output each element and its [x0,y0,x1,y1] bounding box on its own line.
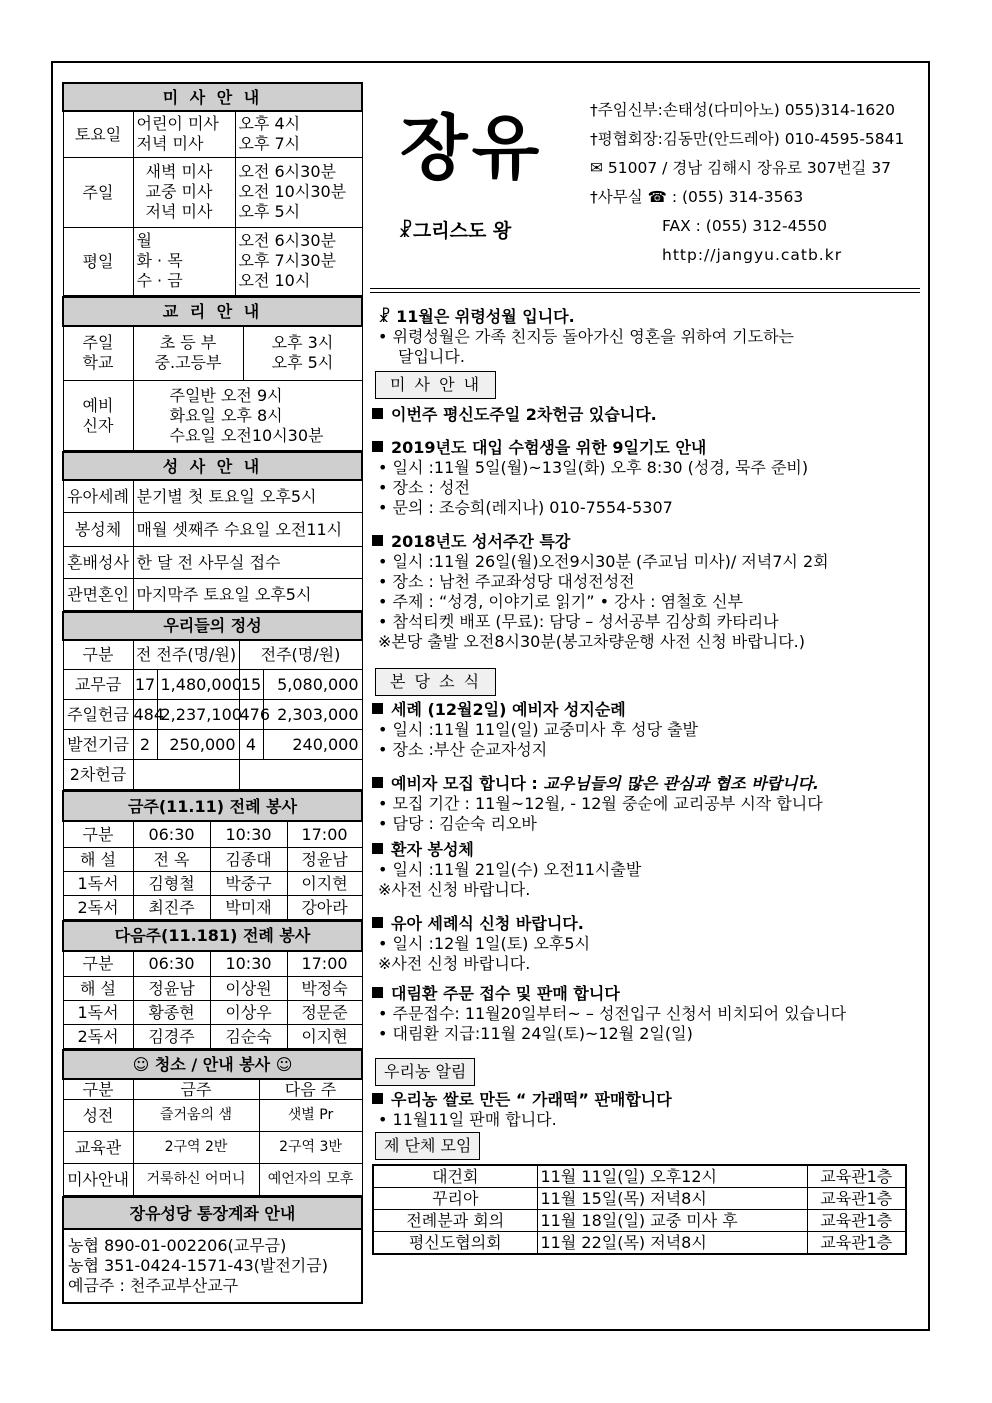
server-name: 정윤남 [287,847,362,871]
section-header: 장유성당 통장계좌 안내 [63,1197,362,1229]
square-bullet-icon [372,777,383,788]
role-label: 1독서 [63,871,133,895]
section-tag: 우리농 알림 [375,1058,475,1086]
announcement-text: • 일시 :11월 21일(수) 오전11시출발 [378,860,642,879]
offering-count: 2 [133,730,157,760]
liturgy-service-this-week [62,790,363,920]
column-header: 구분 [63,821,133,847]
announcement-heading: 세례 (12월2일) 예비자 성지순례 [372,700,918,720]
class-time: 오후 3시 [271,333,334,353]
meeting-place: 교육관1층 [807,1210,906,1232]
column-header: 금주 [133,1079,259,1100]
meeting-time: 11월 15일(목) 저녁8시 [537,1188,807,1210]
meeting-place: 교육관1층 [807,1188,906,1210]
announcement-text: ※사전 신청 바랍니다. [378,954,531,973]
offering-amount: 5,080,000 [263,670,362,700]
offering-count: 15 [239,670,263,700]
server-name: 이상우 [210,1001,287,1025]
meeting-time: 11월 22일(목) 저녁8시 [537,1232,807,1255]
sacrament-desc: 매월 셋째주 수요일 오전11시 [133,512,362,546]
bank-line: 농협 351-0424-1571-43(발전기금) [68,1256,328,1275]
server-name: 이지현 [287,1025,362,1049]
bank-line: 농협 890-01-002206(교무금) [68,1236,287,1255]
announcement-text: ※본당 출발 오전8시30분(봉고차량운행 사전 신청 바랍니다.) [378,632,805,651]
bank-account-table [62,1196,363,1230]
liturgy-service-next-week [62,920,363,1050]
announcement-heading: 2018년도 성서주간 특강 [372,532,918,552]
announcement-text: • 모집 기간 : 11월~12월, - 12월 중순에 교리공부 시작 합니다 [378,794,823,813]
server-name: 정문준 [287,1001,362,1025]
contact-line: http://jangyu.catb.kr [662,246,843,264]
class-line: 화요일 오후 8시 [169,405,283,425]
mass-time: 오전 6시30분 [238,162,336,181]
announcement-text: • 문의 : 조승희(레지나) 010-7554-5307 [378,498,673,517]
announcement-text: ※사전 신청 바랍니다. [378,880,531,899]
mass-time: 오전 10시30분 [238,182,347,201]
meeting-time: 11월 18일(일) 교중 미사 후 [537,1210,807,1232]
server-name: 박중구 [210,871,287,895]
mass-time: 오후 7시30분 [238,251,336,270]
group-name: 예언자의 모후 [259,1164,362,1196]
announcement-text: • 장소 :부산 순교자성지 [378,740,548,759]
sacrament-name: 혼배성사 [63,546,133,578]
offering-amount: 240,000 [263,730,362,760]
announcement-text: • 일시 :11월 26일(월)오전9시30분 (주교님 미사)/ 저녁7시 2회 [378,552,829,571]
column-header: 전 전주(명/원) [133,640,239,670]
announcement-text: • 장소 : 성전 [378,478,470,497]
mass-name: 새벽 미사 [145,162,213,181]
column-header: 06:30 [133,821,210,847]
server-name: 전 옥 [133,847,210,871]
sacrament-name: 봉성체 [63,512,133,546]
contact-line: †주임신부:손태성(다미아노) 055)314-1620 [590,101,895,119]
section-header: 교 리 안 내 [63,297,362,326]
section-header: 다음주(11.181) 전례 봉사 [63,921,362,951]
role-label: 해 설 [63,847,133,871]
right-column [372,307,918,1255]
row-label: 신자 [82,415,114,435]
server-name: 이지현 [287,871,362,895]
mass-name: 월 [136,231,152,250]
group-name: 평신도협의회 [373,1232,537,1255]
mass-time: 오후 4시 [238,114,301,134]
group-name: 샛별 Pr [259,1100,362,1132]
offering-count: 4 [239,730,263,760]
server-name: 박정숙 [287,977,362,1001]
group-name: 초 등 부 [159,333,217,353]
square-bullet-icon [372,1093,383,1104]
announcement-emphasis: 교우님들의 많은 관심과 협조 바랍니다. [543,774,819,793]
row-label: 학교 [82,353,114,373]
bank-account-info [62,1230,363,1304]
offering-count: 484 [133,700,157,730]
server-name: 강아라 [287,895,362,919]
announcement-text: • 일시 :11월 5일(월)~13일(화) 오후 8:30 (성경, 묵주 준비) [378,458,809,477]
day-label: 주일 [63,157,133,227]
announcement-heading: 대림환 주문 접수 및 판매 합니다 [372,984,918,1004]
meeting-place: 교육관1층 [807,1232,906,1255]
column-header: 17:00 [287,951,362,977]
announcement-text: • 대림환 지급:11월 24일(토)~12월 2일(일) [378,1024,693,1043]
server-name: 김순숙 [210,1025,287,1049]
announcement-heading: 환자 봉성체 [372,840,918,860]
server-name: 최진주 [133,895,210,919]
sacrament-desc: 분기별 첫 토요일 오후5시 [133,480,362,512]
column-header: 전주(명/원) [239,640,362,670]
server-name: 김종대 [210,847,287,871]
announcement-text: • 담당 : 김순숙 리오바 [378,814,537,833]
sacrament-name: 관면혼인 [63,578,133,610]
mass-name: 저녁 미사 [136,134,204,154]
group-name: 대건회 [373,1165,537,1188]
mass-name: 교중 미사 [145,182,213,201]
offering-name: 발전기금 [63,730,133,760]
group-name: 전례분과 회의 [373,1210,537,1232]
mass-name: 저녁 미사 [145,202,213,221]
offering-amount: 2,237,100 [157,700,239,730]
square-bullet-icon [372,917,383,928]
group-name: 2구역 2반 [133,1132,259,1164]
meeting-time: 11월 11일(일) 오후12시 [537,1165,807,1188]
area-label: 성전 [63,1100,133,1132]
role-label: 2독서 [63,895,133,919]
group-name: 중.고등부 [154,353,222,373]
sacraments-table [62,451,363,611]
column-header: 구분 [63,640,133,670]
square-bullet-icon [372,987,383,998]
class-time: 오후 5시 [271,353,334,373]
area-label: 미사안내 [63,1164,133,1196]
mass-time: 오전 10시 [238,271,311,290]
contact-info [590,96,904,270]
bulletin-subtitle: ☧그리스도 왕 [398,220,512,242]
announcement-text: • 장소 : 남천 주교좌성당 대성전성전 [378,572,635,591]
row-label: 주일 [82,333,114,353]
role-label: 1독서 [63,1001,133,1025]
group-name: 즐거움의 샘 [133,1100,259,1132]
group-name: 거룩하신 어머니 [133,1164,259,1196]
left-column [62,82,363,1304]
column-header: 다음 주 [259,1079,362,1100]
mass-time: 오후 5시 [238,202,301,221]
section-tag: 미 사 안 내 [375,371,496,399]
announcement-heading: 우리농 쌀로 만든 “ 가래떡” 판매합니다 [372,1090,918,1110]
server-name: 박미재 [210,895,287,919]
group-name: 꾸리아 [373,1188,537,1210]
day-label: 평일 [63,227,133,295]
square-bullet-icon [372,408,383,419]
server-name: 정윤남 [133,977,210,1001]
offering-name: 교무금 [63,670,133,700]
square-bullet-icon [372,535,383,546]
area-label: 교육관 [63,1132,133,1164]
group-meetings-table [372,1164,907,1255]
mass-name: 화 · 목 [136,251,183,270]
contact-line: †평협회장:김동만(안드레아) 010-4595-5841 [590,130,905,148]
announcement-heading: 2019년도 대입 수험생을 위한 9일기도 안내 [372,438,918,458]
square-bullet-icon [372,843,383,854]
announcement-heading: ☧ 11월은 위령성월 입니다. [378,307,575,326]
square-bullet-icon [372,441,383,452]
mass-schedule-table [62,82,363,296]
announcement-text: • 일시 :11월 11일(일) 교중미사 후 성당 출발 [378,720,699,739]
server-name: 김경주 [133,1025,210,1049]
column-header: 구분 [63,951,133,977]
group-name: 2구역 3반 [259,1132,362,1164]
mass-name: 수 · 금 [136,271,183,290]
server-name: 이상원 [210,977,287,1001]
role-label: 해 설 [63,977,133,1001]
server-name: 김형철 [133,871,210,895]
announcement-text: 달입니다. [398,347,465,366]
offering-count: 476 [239,700,263,730]
column-header: 구분 [63,1079,133,1100]
announcement-heading: 이번주 평신도주일 2차헌금 있습니다. [372,405,918,425]
offering-amount: 2,303,000 [263,700,362,730]
offering-amount: 1,480,000 [157,670,239,700]
announcement-text: • 11월11일 판매 합니다. [378,1110,557,1129]
contact-line: FAX : (055) 312-4550 [662,217,828,235]
column-header: 06:30 [133,951,210,977]
column-header: 10:30 [210,821,287,847]
section-tag: 제 단체 모임 [375,1132,480,1160]
role-label: 2독서 [63,1025,133,1049]
offering-table [62,611,363,791]
contact-line: †사무실 ☎ : (055) 314-3563 [590,188,804,206]
section-header: 우리들의 정성 [63,612,362,640]
catechism-table [62,296,363,452]
column-header: 10:30 [210,951,287,977]
offering-name: 2차헌금 [63,760,133,790]
offering-amount: 250,000 [157,730,239,760]
announcement-heading: 유아 세례식 신청 바랍니다. [372,914,918,934]
section-header: 미 사 안 내 [63,83,362,111]
announcement-text: • 주제 : “성경, 이야기로 읽기” • 강사 : 염철호 신부 [378,592,743,611]
square-bullet-icon [372,703,383,714]
section-tag: 본 당 소 식 [375,668,496,696]
server-name: 황종현 [133,1001,210,1025]
mass-time: 오후 7시 [238,134,301,154]
day-label: 토요일 [63,111,133,157]
contact-line: ✉ 51007 / 경남 김해시 장유로 307번길 37 [590,159,892,177]
meeting-place: 교육관1층 [807,1165,906,1188]
column-header: 17:00 [287,821,362,847]
row-label: 예비 [82,395,114,415]
announcement-text: • 위령성월은 가족 친지등 돌아가신 영혼을 위하여 기도하는 [378,327,794,346]
sacrament-desc: 한 달 전 사무실 접수 [133,546,362,578]
sacrament-desc: 마지막주 토요일 오후5시 [133,578,362,610]
sacrament-name: 유아세례 [63,480,133,512]
announcement-text: • 일시 :12월 1일(토) 오후5시 [378,934,591,953]
offering-name: 주일헌금 [63,700,133,730]
class-line: 수요일 오전10시30분 [169,425,324,445]
header-divider [370,292,920,293]
announcement-heading: 예비자 모집 합니다 : 교우님들의 많은 관심과 협조 바랍니다. [372,774,918,794]
bank-line: 예금주 : 천주교부산교구 [68,1276,239,1295]
mass-name: 어린이 미사 [136,114,219,134]
section-header: 금주(11.11) 전례 봉사 [63,791,362,821]
bulletin-title: 장유 [400,107,544,189]
header-divider [370,288,920,289]
announcement-text: • 참석티켓 배포 (무료): 담당 – 성서공부 김상희 카타리나 [378,612,779,631]
section-header: ☺ 청소 / 안내 봉사 ☺ [63,1050,362,1079]
cleaning-service-table [62,1049,363,1196]
section-header: 성 사 안 내 [63,452,362,480]
class-line: 주일반 오전 9시 [169,385,283,405]
announcement-text: • 주문접수: 11월20일부터~ – 성전입구 신청서 비치되어 있습니다 [378,1004,847,1023]
offering-count: 17 [133,670,157,700]
mass-time: 오전 6시30분 [238,231,336,250]
